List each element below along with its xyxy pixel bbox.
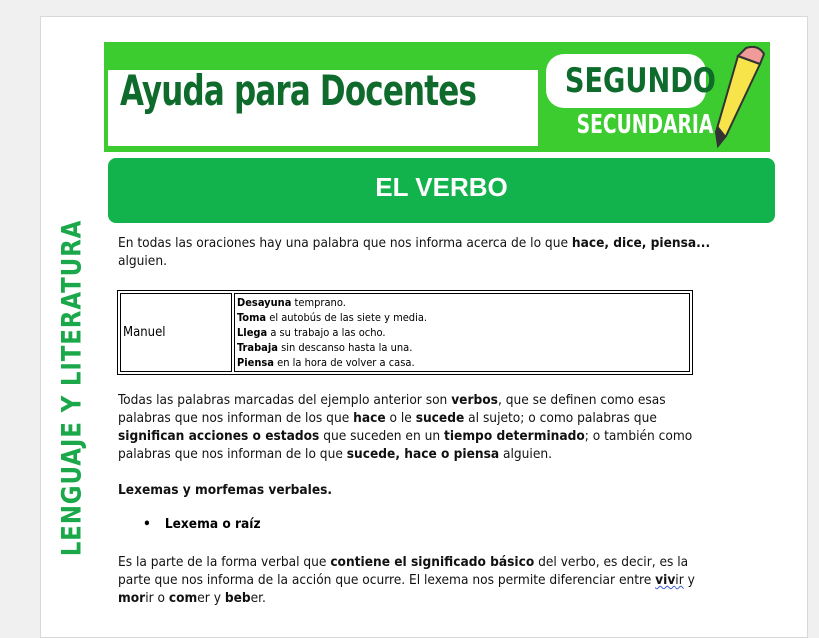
bullet-item: [143, 516, 261, 532]
lexema-paragraph: [118, 553, 718, 607]
text-run: que suceden en un: [319, 428, 444, 444]
bold-text: Desayuna: [237, 296, 292, 309]
bold-text: sucede, hace o piensa: [346, 446, 500, 462]
text-run: al sujeto; o como palabras que: [464, 410, 657, 426]
intro-paragraph: [118, 234, 718, 270]
page-title: EL VERBO: [108, 158, 775, 223]
example-sentences: [234, 293, 690, 372]
bold-text: hace: [353, 410, 386, 426]
brand-logo-text: Ayuda para Docentes: [120, 66, 477, 115]
side-label-text: LENGUAJE Y LITERATURA: [56, 219, 88, 557]
text-run: alguien.: [499, 446, 552, 462]
bold-text: beb: [224, 590, 251, 606]
example-line: [237, 295, 687, 310]
example-line: [237, 355, 687, 370]
text-run: sin descanso hasta la una.: [277, 341, 413, 354]
text-run: er y: [197, 590, 225, 606]
example-line: [237, 325, 687, 340]
bold-text: mor: [118, 590, 146, 606]
text-run: ir: [675, 572, 684, 588]
text-run: alguien.: [118, 253, 167, 269]
bold-text: verbos: [451, 392, 498, 408]
bold-text: viv: [655, 572, 676, 588]
bold-text: sucede: [415, 410, 465, 426]
header-banner: [104, 42, 770, 152]
example-table: [117, 290, 693, 375]
pencil-icon: [708, 46, 768, 150]
bold-text: hace, dice, piensa...: [571, 235, 711, 251]
grade-text: SEGUNDO: [564, 61, 716, 101]
text-run: el autobús de las siete y media.: [266, 311, 428, 324]
level-label: [550, 110, 714, 140]
example-line: [237, 340, 687, 355]
bold-text: significan acciones o estados: [118, 428, 320, 444]
text-run: en la hora de volver a casa.: [273, 356, 415, 369]
bold-text: Trabaja: [237, 341, 278, 354]
text-run: temprano.: [291, 296, 346, 309]
bold-text: Llega: [237, 326, 268, 339]
text-run: ; o también como palabras que nos informan de lo que: [118, 428, 693, 462]
text-run: Es la parte de la forma verbal que: [118, 554, 331, 570]
bold-text: com: [168, 590, 198, 606]
bold-text: Toma: [237, 311, 267, 324]
text-run: , que se definen como esas palabras que nos informan de los que: [118, 392, 666, 426]
bold-text: Piensa: [237, 356, 274, 369]
text-run: o le: [385, 410, 416, 426]
text-run: Todas las palabras marcadas del ejemplo anterior son: [118, 392, 452, 408]
bold-text: contiene el significado básico: [330, 554, 535, 570]
bullet-text: Lexema o raíz: [164, 516, 261, 532]
example-line: [237, 310, 687, 325]
subject-side-label: [57, 190, 88, 586]
text-run: del verbo, es decir, es la parte que nos informa de la acción que ocurre. El lexema nos permite diferenciar entre: [118, 554, 689, 588]
definition-paragraph: [118, 391, 718, 463]
grade-badge: [546, 54, 716, 108]
example-subject: Manuel: [120, 293, 232, 372]
text-run: er.: [250, 590, 266, 606]
bold-text: tiempo determinado: [443, 428, 585, 444]
text-run: y: [683, 572, 695, 588]
section-heading: Lexemas y morfemas verbales.: [118, 482, 333, 498]
level-text: SECUNDARIA: [576, 110, 714, 140]
text-run: a su trabajo a las ocho.: [267, 326, 386, 339]
text-run: En todas las oraciones hay una palabra que nos informa acerca de lo que: [118, 235, 572, 251]
text-run: ir o: [145, 590, 169, 606]
bullet-icon: •: [143, 516, 151, 532]
